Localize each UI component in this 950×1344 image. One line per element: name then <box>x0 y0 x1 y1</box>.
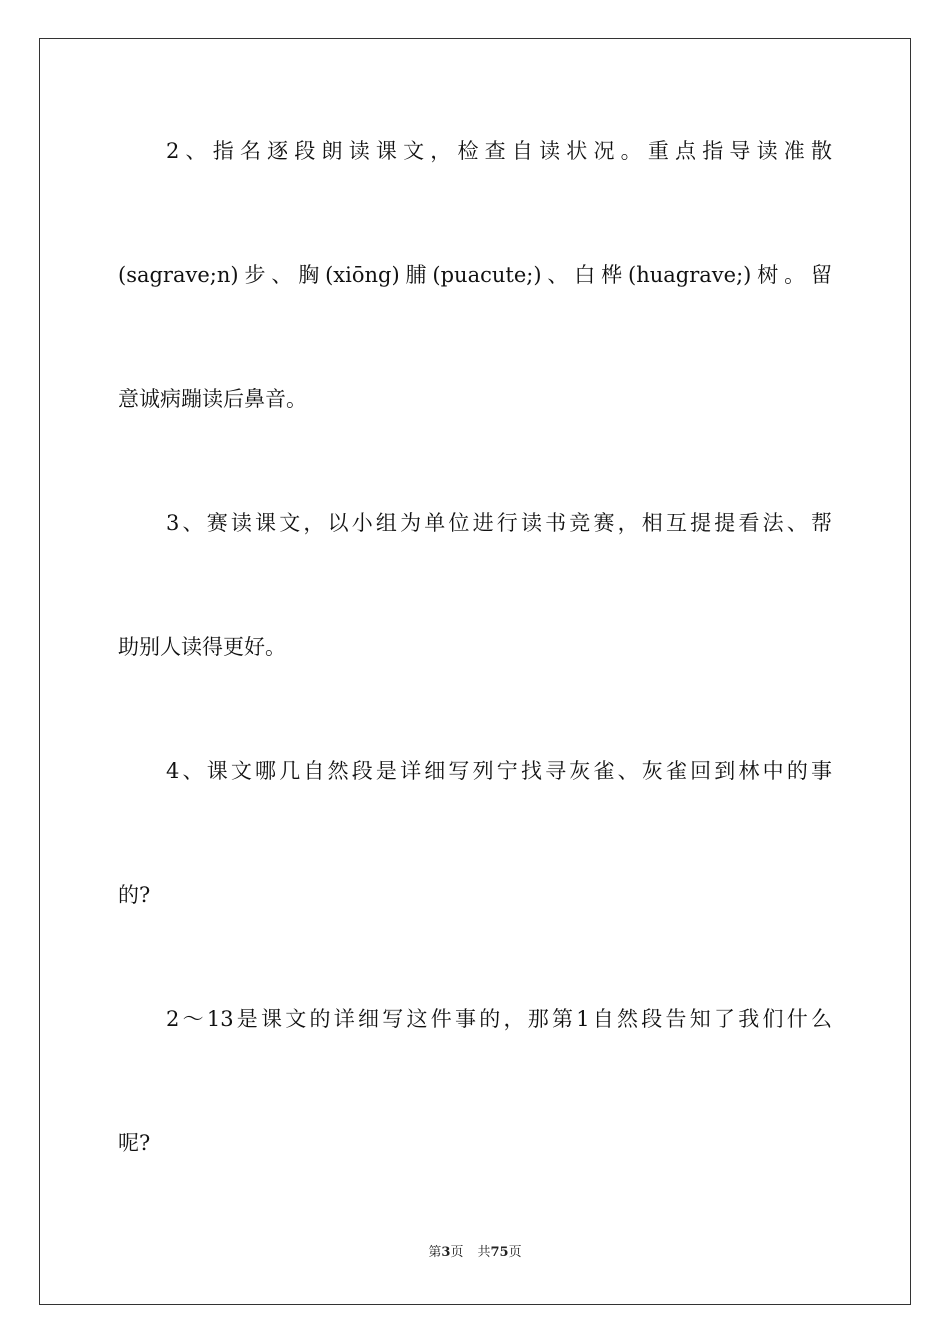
page-frame <box>39 38 911 1305</box>
footer-page-number: 3 <box>441 1245 451 1260</box>
paragraph-4-line-1: 2～13是课文的详细写这件事的，那第1自然段告知了我们什么 <box>166 1007 832 1031</box>
paragraph-2-line-1: 3、赛读课文，以小组为单位进行读书竞赛，相互提提看法、帮 <box>166 511 832 535</box>
paragraph-3-line-1: 4、课文哪几自然段是详细写列宁找寻灰雀、灰雀回到林中的事 <box>166 759 832 783</box>
paragraph-1-line-1: 2、指名逐段朗读课文，检查自读状况。重点指导读准散 <box>166 139 832 163</box>
page-footer <box>0 1244 950 1262</box>
paragraph-1-line-2: (sagrave;n)步、胸(xiōng)脯(puacute;)、白桦(huagrave;)树。留 <box>118 263 832 287</box>
paragraph-2-line-2: 助别人读得更好。 <box>118 635 286 659</box>
paragraph-4-line-2: 呢? <box>118 1131 151 1155</box>
footer-total-suffix: 页 <box>508 1245 522 1260</box>
footer-page-prefix: 第 <box>428 1245 442 1260</box>
footer-total-pages: 75 <box>490 1245 509 1260</box>
paragraph-3-line-2: 的? <box>118 883 151 907</box>
paragraph-1-line-3: 意诚病蹦读后鼻音。 <box>118 387 307 411</box>
footer-total-prefix: 共 <box>477 1245 491 1260</box>
footer-page-suffix: 页 <box>450 1245 464 1260</box>
